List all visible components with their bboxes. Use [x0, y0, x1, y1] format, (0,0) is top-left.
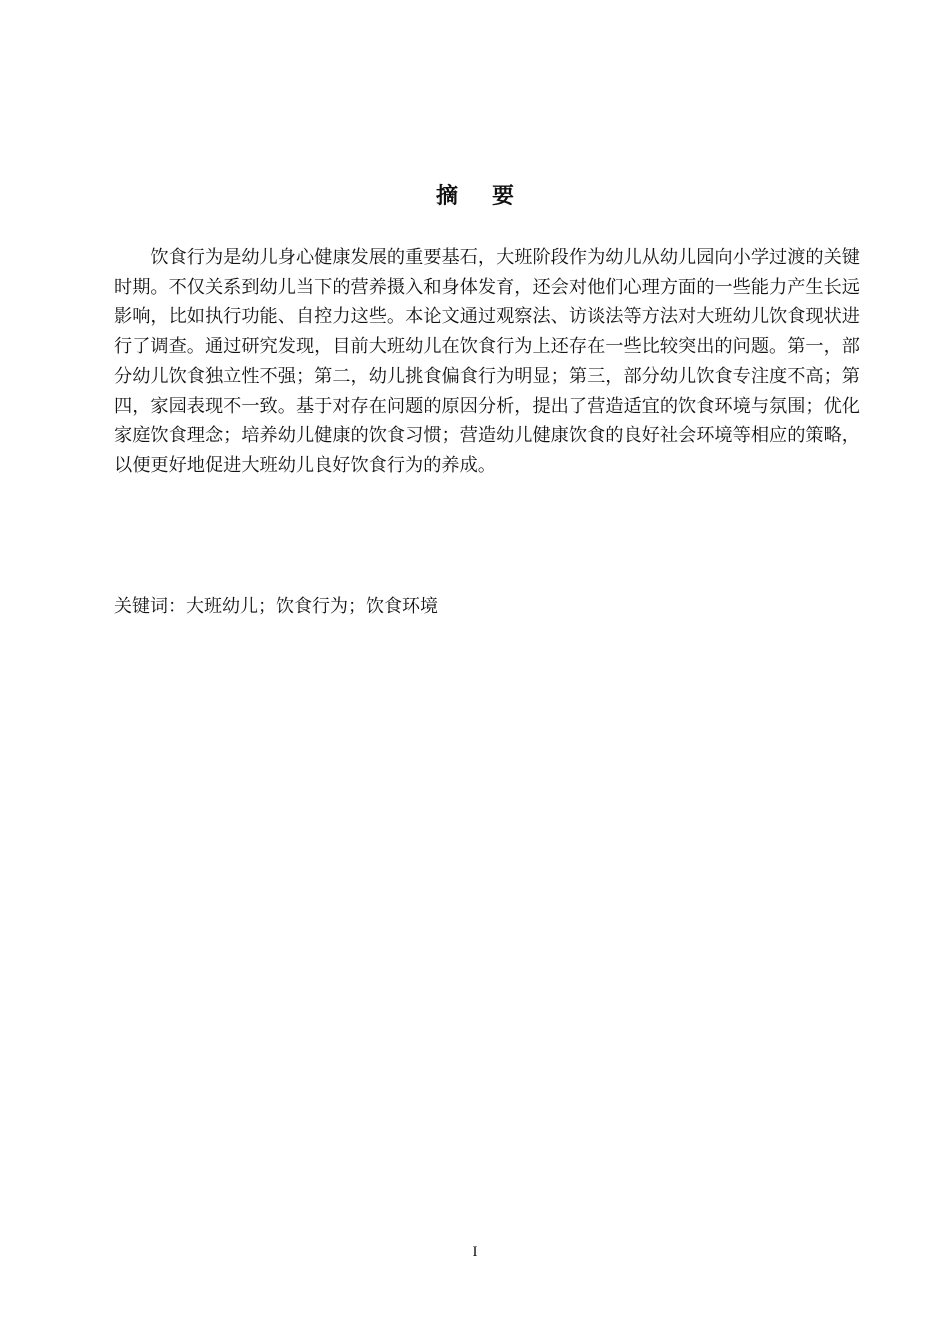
abstract-title: 摘要 — [435, 183, 548, 209]
keywords-line — [114, 592, 860, 622]
keywords-label: 关键词： — [114, 596, 186, 617]
page-number: I — [472, 1244, 478, 1260]
abstract-paragraph: 饮食行为是幼儿身心健康发展的重要基石，大班阶段作为幼儿从幼儿园向小学过渡的关键时期。不仅关系到幼儿当下的营养摄入和身体发育，还会对他们心理方面的一些能力产生长远影响，比如执行功能、自控力这些。本论文通过观察法、访谈法等方法对大班幼儿饮食现状进行了调查。通过研究发现，目前大班幼儿在饮食行为上还存在一些比较突出的问题。第一，部分幼儿饮食独立性不强；第二，幼儿挑食偏食行为明显；第三，部分幼儿饮食专注度不高；第四，家园表现不一致。基于对存在问题的原因分析，提出了营造适宜的饮食环境与氛围；优化家庭饮食理念；培养幼儿健康的饮食习惯；营造幼儿健康饮食的良好社会环境等相应的策略，以便更好地促进大班幼儿良好饮食行为的养成。 — [114, 247, 860, 476]
keywords-value: 大班幼儿；饮食行为；饮食环境 — [186, 596, 438, 617]
